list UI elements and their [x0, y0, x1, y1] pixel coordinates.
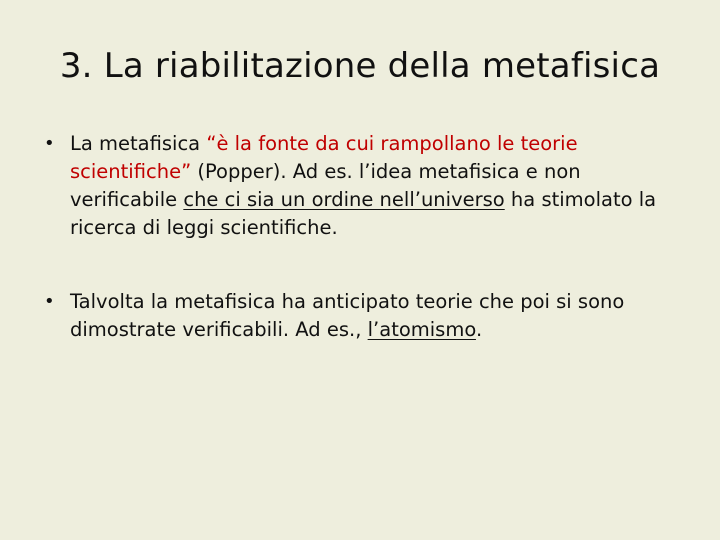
bullet-item-popper	[44, 130, 684, 242]
bullet-text-segment: .	[475, 318, 483, 341]
universe-order-phrase: che ci sia un ordine nell’universo	[183, 188, 505, 211]
bullet-item-atomism	[44, 288, 684, 344]
bullet-text-segment: Talvolta la metafisica ha anticipato teorie che poi si sono dimostrate verificabili. Ad es.,	[70, 290, 625, 341]
atomism-term: l’atomismo	[367, 318, 476, 341]
bullet-dot-icon: •	[44, 133, 55, 154]
slide-title: 3. La riabilitazione della metafisica	[59, 46, 661, 86]
bullet-dot-icon: •	[44, 291, 55, 312]
bullet-text-segment: La metafisica	[70, 132, 207, 155]
bullet-text-segment: (Popper). Ad es. l’idea metafisica e non verificabile	[70, 160, 581, 211]
popper-quote: “è la fonte da cui rampollano le teorie scientifiche”	[70, 132, 578, 183]
bullet-text-segment: ha stimolato la ricerca di leggi scientifiche.	[70, 188, 657, 239]
bullet-list	[44, 130, 684, 344]
